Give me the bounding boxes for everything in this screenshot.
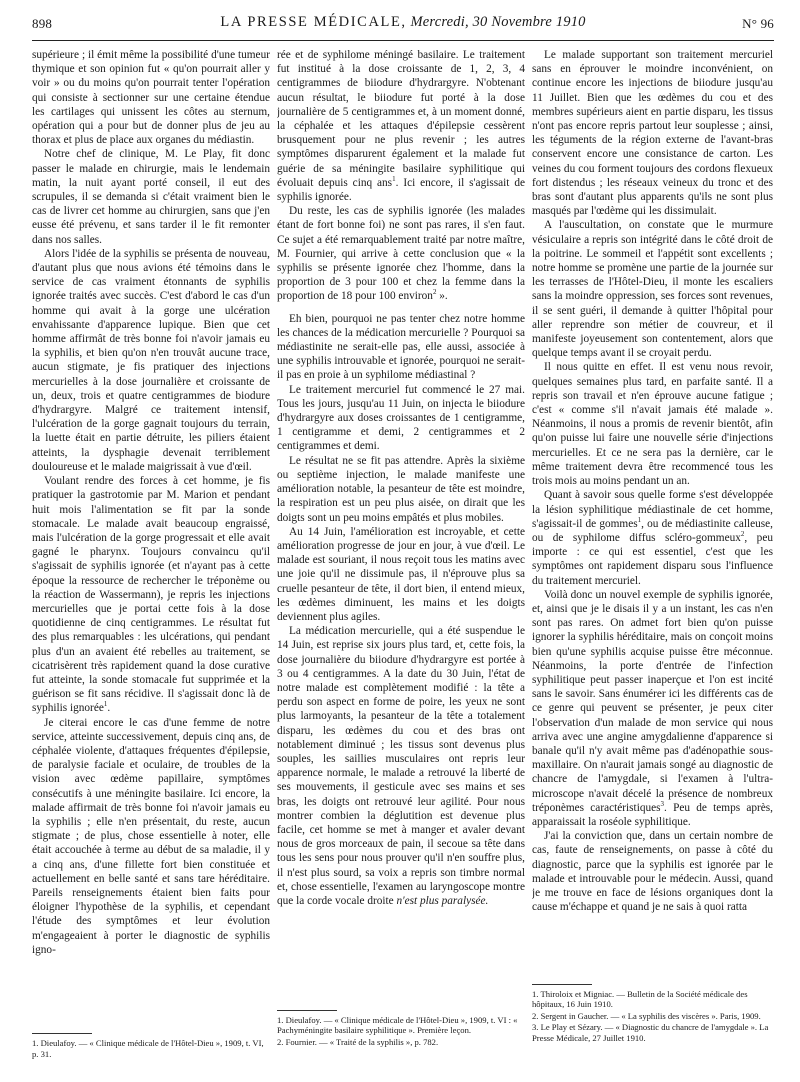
footnote-separator	[32, 1033, 92, 1034]
paragraph-text: , peu importe : ce qui est essentiel, c'est que les symptômes ont rapidement disparu sous l'influence du traitement mercuriel.	[532, 531, 773, 587]
footnote-ref: 2	[432, 288, 437, 297]
column-3	[532, 48, 773, 1074]
footnote-ref: 2	[740, 530, 745, 539]
paragraph-text: Du reste, les cas de syphilis ignorée (les malades étant de fort bonne foi) ne sont pas rares, il s'en faut. Ce sujet a été remarquablement traité par notre maître, M. Fournier, qui arrive à cette conclusion que « la syphilis se présente ignorée chez l'homme, dans la proportion de 3 pour 100 et chez la femme dans la proportion de 18 pour 100 environ	[277, 205, 525, 303]
paragraph: supérieure ; il émit même la possibilité d'une tumeur thymique et son opinion fut « qu'on pourrait aller y voir » ou du moins qu'on pourrait tenter l'opération qui consiste à sectionner sur une certaine étendue les cartilages qui unissent les côtes au sternum, opération qui a pour but de donner plus de jeu au thorax et plus de place aux organes du médiastin.	[32, 49, 270, 147]
paragraph-text: . Ici encore, il s'agissait de syphilis ignorée.	[277, 176, 525, 204]
footnote-separator	[277, 1010, 337, 1011]
paragraph	[532, 488, 773, 587]
column-1	[32, 48, 270, 1074]
paragraph: Je citerai encore le cas d'une femme de notre service, atteinte successivement, depuis cinq ans, de céphalée violente, d'attaques fréquentes d'épilepsie, de paralysie faciale et oculaire, de troubles de la vision avec œdème papillaire, symptômes consécutifs à une méningite basilaire. Ici encore, la malade affirmait de très bonne foi n'avoir jamais eu la syphilis ; elle n'en présentait, du reste, aucun stigmate ; de plus, chose essentielle à noter, elle était accouchée à terme au début de sa maladie, il y a cinq ans, d'une fillette fort bien constituée et actuellement en belle santé et sans tare héréditaire. Pareils renseignements étaient bien faits pour éloigner l'hypothèse de la syphilis, et cependant l'étude des symptômes et leur évolution m'engageaient à porter le diagnostic de syphilis igno-	[32, 716, 270, 956]
article-columns	[32, 48, 774, 1074]
issue-number: N° 96	[742, 16, 774, 31]
footnote: 1. Dieulafoy. — « Clinique médicale de l'Hôtel-Dieu », 1909, t. VI : « Pachyméningite basilaire syphilitique ». Première leçon.	[277, 1014, 518, 1036]
paragraph-text: Quant à savoir sous quelle forme s'est développée la lésion syphilitique médiastinale de cet homme, s'agissait-il de gommes	[532, 489, 773, 530]
footnote-separator	[532, 984, 592, 985]
paragraph-text: rée et de syphilome méningé basilaire. Le traitement fut institué à la dose croissante de 1, 2, 3, 4 centigrammes de biiodure d'hydrargyre. N'obtenant aucun résultat, le biiodure fut porté à la dose journalière de 5 centigrammes et, à un moment donné, la céphalée et les attaques d'épilepsie cessèrent brusquement pour ne plus revenir ; les autres symptômes disparurent également et la malade fut guérie de sa méningite basilaire syphilitique qui évoluait depuis cinq ans	[277, 49, 525, 189]
page-header	[32, 14, 774, 36]
paragraph: Le malade supportant son traitement mercuriel sans en éprouver le moindre inconvénient, on continue encore les injections de biiodure jusqu'au 11 Juillet. Bien que les œdèmes du cou et des membres supérieurs aient en partie disparu, les tissus n'ont pas encore repris partout leur souplesse ; ainsi, les téguments de la région externe de l'avant-bras conservent encore une consistance de carton. Les veines du cou forment toujours des cordons flexueux fort distendus ; les réseaux veineux du tronc et des bras sont d'autant plus apparents qu'ils ne sont plus masqués par l'œdème qui les dissimulait.	[532, 49, 773, 218]
header-rule	[32, 40, 774, 41]
footnote-ref: 3	[660, 800, 665, 808]
paragraph	[277, 48, 525, 204]
footnote-ref: 1	[392, 175, 396, 184]
journal-title: LA PRESSE MÉDICALE,	[220, 14, 407, 30]
page-number: 898	[32, 16, 53, 31]
paragraph: Eh bien, pourquoi ne pas tenter chez notre homme les chances de la médication mercurielle ? Pourquoi sa médiastinite ne serait-elle pas, elle aussi, associée à une syphilis introuvable et ignorée, pourquoi ne serait-il pas en proie à un syphilome médiastinal ?	[277, 312, 525, 382]
footnotes	[32, 1033, 270, 1060]
footnote: 3. Le Play et Sézary. — « Diagnostic du chancre de l'amygdale ». La Presse Médicale, 27 Juillet 1910.	[532, 1022, 769, 1043]
paragraph: Notre chef de clinique, M. Le Play, fit donc passer le malade en chirurgie, mais le lendemain matin, la nuit ayant porté conseil, il eut des scrupules, il se demanda si c'était vraiment bien le cas de livrer cet homme au chirurgien, sans que j'en eusse été prévenu, et sans tarder il le fit remonter dans nos salles.	[32, 148, 270, 246]
emphasis-text: n'est plus paralysée.	[396, 894, 489, 907]
footnote-ref: 1	[103, 700, 108, 709]
paragraph	[277, 204, 525, 303]
issue-date: Mercredi, 30 Novembre 1910	[410, 14, 586, 30]
paragraph: Alors l'idée de la syphilis se présenta de nouveau, d'autant plus que nous avions été témoins dans le service de cas vraiment étonnants de syphilis ignorée traités avec succès. C'est d'abord le cas d'un homme qui avait à la gorge une ulcération envahissante d'apparence lupique. Bien que cet homme affirmât de très bonne foi n'avoir jamais eu la syphilis, et bien qu'on n'en trouvât aucune trace, aucun stigmate, je fis pratiquer des injections mercurielles à la dose journalière et croissante de un, deux, trois et quatre centigrammes de biodure d'hydrargyre. Malgré ce traitement intensif, l'ulcération de la gorge gagnait toujours du terrain, la luette était en partie détruite, les piliers étaient atteints, la dysphagie devenait terriblement douloureuse et le malade maigrissait à vue d'œil.	[32, 247, 270, 473]
paragraph-text: ».	[436, 290, 448, 303]
masthead	[32, 14, 774, 31]
paragraph-text: Voulant rendre des forces à cet homme, je fis pratiquer la gastrotomie par M. Marion et pendant huit mois l'alimentation se fit par la sonde stomacale. Le malade avait beaucoup engraissé, mais l'ulcération de la gorge progressait et elle avait gagné le pharynx. Toujours convaincu qu'il s'agissait de syphilis ignorée (et n'ayant pas à cette époque la ressource de rechercher le tréponème ou la réaction de Wassermann), je repris les injections mercurielles que je portai cette fois à la dose quotidienne de cinq centigrammes. Le résultat fut des plus remarquables : les ulcérations, qui pendant plus d'un an avaient été rebelles au traitement, se cicatrisèrent très rapidement quand la dose curative fut atteinte, la sonde stomacale fut supprimée et la guérison se fit sans récidive. Il s'agissait donc là de syphilis ignorée	[32, 475, 270, 715]
paragraph: Il nous quitte en effet. Il est venu nous revoir, quelques semaines plus tard, en parfaite santé. Il a repris son travail et n'en éprouve aucune fatigue ; c'est « comme s'il n'avait jamais été malade ». Néanmoins, il nous a promis de revenir bientôt, afin qu'on puisse lui faire une nouvelle série d'injections mercurielles. Et ce ne sera pas la dernière, car le même traitement devra être recommencé tous les trois mois au moins pendant un an.	[532, 361, 773, 488]
paragraph-text: Voilà donc un nouvel exemple de syphilis ignorée, et, ainsi que je le disais il y a un instant, les cas n'en sont pas rares. On admet fort bien qu'on puisse ignorer la syphilis héréditaire, mais on conçoit moins bien qu'une syphilis acquise puisse être méconnue. Néanmoins, la porte d'entrée de l'infection syphilitique peut passer inaperçue et l'on est incité sans le savoir. Sans énumérer ici les différents cas de ce genre qui peuvent se présenter, je peux citer l'observation d'un malade de mon service qui nous arriva avec une angine amygdalienne d'apparence si banale qu'il n'y avait même pas d'adénopathie sous-maxillaire. On n'aurait jamais songé au diagnostic de chancre de l'amygdale, si l'examen à l'ultra-microscope n'avait décelé la présence de nombreux tréponèmes caractéristiques	[532, 588, 773, 814]
paragraph: Le traitement mercuriel fut commencé le 27 mai. Tous les jours, jusqu'au 11 Juin, on injecta le biiodure d'hydrargyre aux doses croissantes de 1 centigramme, 1 centigramme et demi, 2 centigrammes et 2 centigrammes et demi.	[277, 383, 525, 453]
footnotes	[532, 984, 773, 1044]
footnote: 2. Fournier. — « Traité de la syphilis », p. 782.	[277, 1036, 439, 1047]
paragraph	[532, 588, 773, 829]
paragraph: J'ai la conviction que, dans un certain nombre de cas, faute de renseignements, on passe à côté du diagnostic, parce que la syphilis est ignorée par le malade et introuvable pour le médecin. Aussi, quand je me trouve en face de lésions organiques dont la cause m'échappe et quand je ne sais à quoi ratta	[532, 830, 773, 914]
paragraph-text: La médication mercurielle, qui a été suspendue le 14 Juin, est reprise six jours plus tard, et, cette fois, la dose journalière du biiodure d'hydrargyre est portée à 3 ou 4 centigrammes. A la date du 30 Juin, l'état de notre malade est complètement modifié : la tête a perdu son aspect en forme de poire, les yeux ne sont plus larmoyants, la pesanteur de la tête a totalement disparu, les œdèmes du cou et des bras ont notablement diminué ; les tissus sont devenus plus souples, les saillies musculaires ont repris leur apparence normale, le malade a retrouvé la liberté de ses mouvements, il gesticule avec ses mains et ses bras, les doigts ont retrouvé leur agilité. Pour nous montrer combien la déglutition est devenue plus facile, cet homme se met à manger et avaler devant nous de gros morceaux de pain, il secoue sa tête dans tous les sens pour nous prouver qu'il n'en souffre plus, il n'est plus sourd, sa voix a repris son timbre normal et, chose essentielle, l'examen au laryngoscope montre que la corde vocale droite	[277, 625, 525, 907]
footnote: 2. Sergent in Gaucher. — « La syphilis des viscères ». Paris, 1909.	[532, 1010, 761, 1021]
paragraph: Le résultat ne se fit pas attendre. Après la sixième ou septième injection, le malade manifeste une amélioration notable, la pesanteur de tête est moindre, la respiration est un peu plus aisée, on dirait que les doigts sont un peu moins empâtés et plus mobiles.	[277, 454, 525, 524]
paragraph	[32, 474, 270, 715]
footnotes	[277, 1010, 525, 1048]
paragraph	[277, 624, 525, 908]
column-2	[277, 48, 525, 1074]
paragraph: A l'auscultation, on constate que le murmure vésiculaire a repris son intégrité dans le côté droit de la poitrine. Le sommeil et l'appétit sont excellents ; notre homme se promène une partie de la journée sur les terrasses de l'Hôtel-Dieu, il monte les escaliers sans la moindre oppression, ses forces sont revenues, il se sent guéri, il demande à quitter l'hôpital pour aller reprendre son métier de couvreur, et il manifeste joyeusement son contentement, alors que quelque temps avant il se croyait perdu.	[532, 219, 773, 360]
paragraph-text: .	[107, 702, 111, 715]
footnote: 1. Thiroloix et Migniac. — Bulletin de la Société médicale des hôpitaux, 16 Juin 1910.	[532, 988, 748, 1010]
paragraph: Au 14 Juin, l'amélioration est incroyable, et cette amélioration progresse de jour en jour, à vue d'œil. Le malade est souriant, il nous reçoit tous les matins avec une joie qu'il ne dissimule pas, il n'éprouve plus sa cruelle pesanteur de tête, il dort bien, il entend mieux, les œdèmes diminuent, les mains et les doigts deviennent plus agiles.	[277, 525, 525, 623]
paragraph-text: . Peu de temps après, apparaissait la roséole syphilitique.	[532, 801, 773, 828]
footnote: 1. Dieulafoy. — « Clinique médicale de l'Hôtel-Dieu », 1909, t. VI, p. 31.	[32, 1038, 264, 1059]
paragraph-text: , ou de médiastinite calleuse, ou de syphilome diffus scléro-gommeux	[532, 517, 773, 544]
footnote-ref: 1	[637, 515, 642, 524]
